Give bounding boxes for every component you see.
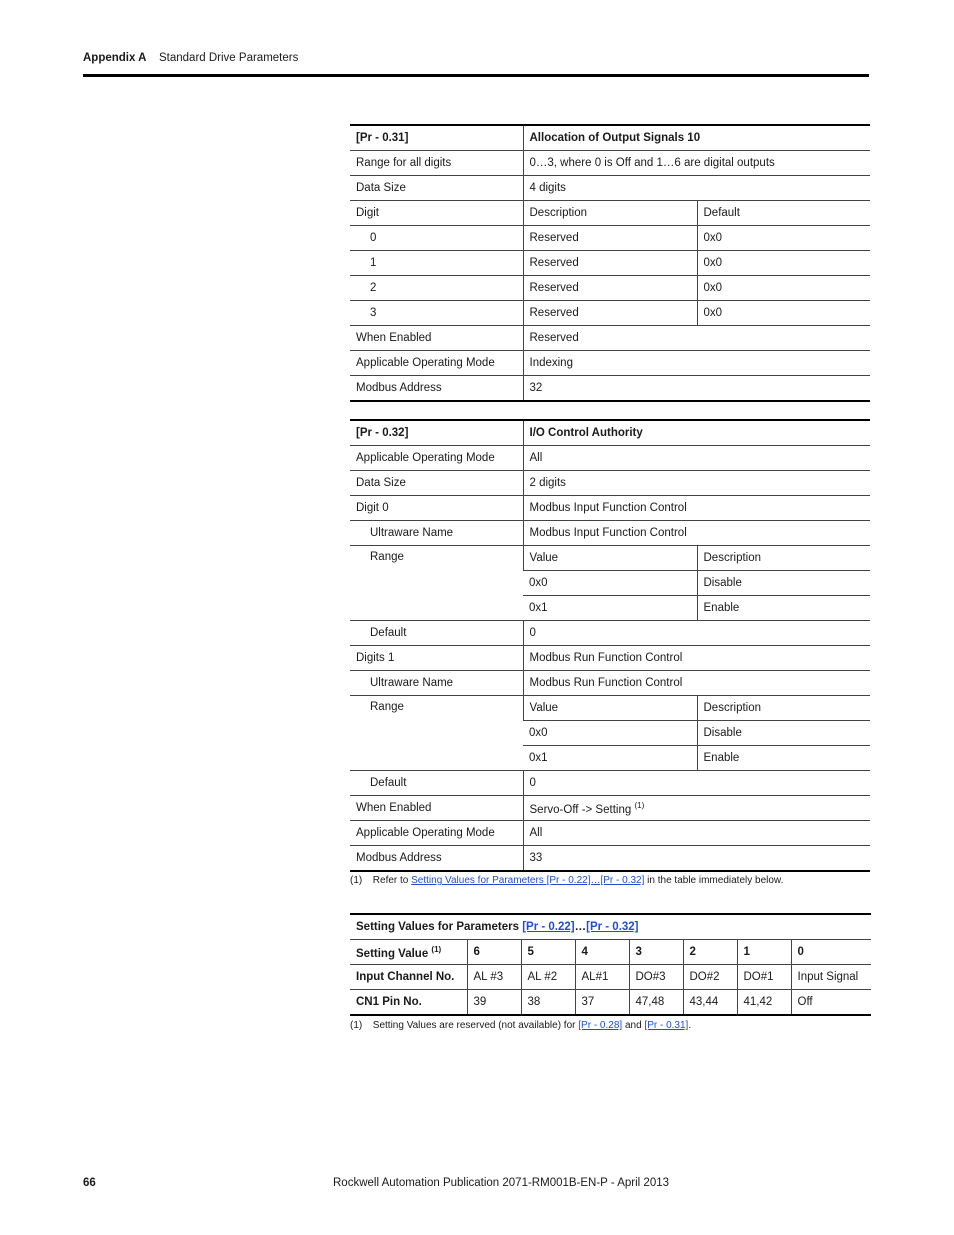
- pin-cell: 41,42: [737, 990, 791, 1016]
- row-value: Modbus Input Function Control: [523, 496, 870, 521]
- setting-cell: 5: [521, 940, 575, 965]
- table-row: [350, 251, 870, 276]
- input-cell: DO#1: [737, 965, 791, 990]
- row-label: Ultraware Name: [350, 521, 523, 546]
- param-id: [Pr - 0.31]: [350, 125, 523, 151]
- input-cell: DO#2: [683, 965, 737, 990]
- param-id: [Pr - 0.32]: [350, 420, 523, 446]
- row-label: Default: [350, 621, 523, 646]
- desc-cell: Reserved: [523, 251, 697, 276]
- footnote-text: Refer to: [372, 875, 409, 886]
- footnote-text: .: [688, 1020, 692, 1031]
- appendix-label: Appendix A: [83, 52, 147, 64]
- table-row: [350, 965, 871, 990]
- table-row: [350, 546, 870, 571]
- row-label: Data Size: [350, 176, 523, 201]
- input-cell: DO#3: [629, 965, 683, 990]
- pin-cell: 39: [467, 990, 521, 1016]
- pin-cell: 47,48: [629, 990, 683, 1016]
- row-value: 0: [523, 771, 870, 796]
- table-row: [350, 176, 870, 201]
- row-label: When Enabled: [350, 796, 523, 821]
- row-value: Modbus Run Function Control: [523, 646, 870, 671]
- col-header: Value: [523, 696, 697, 721]
- row-value: 0…3, where 0 is Off and 1…6 are digital outputs: [523, 151, 870, 176]
- setting-cell: 2: [683, 940, 737, 965]
- row-label: Digit 0: [350, 496, 523, 521]
- footnote-number: (1): [350, 1020, 363, 1031]
- setting-values-table: [350, 913, 871, 1016]
- col-header: Digit: [350, 201, 523, 226]
- table-row: [350, 990, 871, 1016]
- table-row: [350, 301, 870, 326]
- table-row: [350, 771, 870, 796]
- row-label: [350, 940, 467, 965]
- col-header: Value: [523, 546, 697, 571]
- footnote-ref: (1): [431, 944, 442, 954]
- table-row: [350, 326, 870, 351]
- setting-cell: 0: [791, 940, 871, 965]
- pr-0-22-link[interactable]: [Pr - 0.22]: [522, 921, 575, 933]
- default-cell: 0x0: [697, 251, 870, 276]
- table-row: [350, 351, 870, 376]
- row-label: Modbus Address: [350, 376, 523, 402]
- row-label: CN1 Pin No.: [350, 990, 467, 1016]
- footnote-number: (1): [350, 875, 363, 886]
- digit-cell: 0: [350, 226, 523, 251]
- table-row: [350, 446, 870, 471]
- row-label: Range: [350, 546, 523, 621]
- desc-cell: Enable: [697, 596, 870, 621]
- pin-cell: 43,44: [683, 990, 737, 1016]
- desc-cell: Reserved: [523, 276, 697, 301]
- table-row: [350, 821, 870, 846]
- row-label: Modbus Address: [350, 846, 523, 872]
- row-value: Modbus Run Function Control: [523, 671, 870, 696]
- enabled-text: Servo-Off -> Setting: [529, 803, 632, 816]
- footnote-text: in the table immediately below.: [647, 875, 784, 886]
- row-label: Data Size: [350, 471, 523, 496]
- section-title: Standard Drive Parameters: [159, 52, 299, 64]
- desc-cell: Disable: [697, 721, 870, 746]
- row-value: [523, 796, 870, 821]
- input-cell: AL#1: [575, 965, 629, 990]
- table-row: [350, 671, 870, 696]
- table-row: [350, 201, 870, 226]
- param-title: I/O Control Authority: [523, 420, 870, 446]
- value-cell: 0x0: [523, 571, 697, 596]
- table-row: [350, 846, 870, 872]
- input-cell: AL #2: [521, 965, 575, 990]
- table-row: [350, 621, 870, 646]
- row-value: 2 digits: [523, 471, 870, 496]
- header-rule: [83, 74, 869, 77]
- pr-0-28-link[interactable]: [Pr - 0.28]: [578, 1020, 623, 1031]
- table-row: [350, 151, 870, 176]
- table-row: [350, 376, 870, 402]
- col-header: Description: [697, 546, 870, 571]
- title-dots: …: [574, 921, 587, 933]
- setting-cell: 4: [575, 940, 629, 965]
- footnote-text: and: [624, 1020, 642, 1031]
- row-value: 33: [523, 846, 870, 872]
- pin-cell: Off: [791, 990, 871, 1016]
- row-value: 32: [523, 376, 870, 402]
- col-header: Description: [697, 696, 870, 721]
- table-row: [350, 914, 871, 940]
- pr-0-31-link[interactable]: [Pr - 0.31]: [644, 1020, 689, 1031]
- param-table-pr-0-31: [350, 124, 870, 402]
- pr-0-32-link[interactable]: [Pr - 0.32]: [586, 921, 639, 933]
- title-text: Setting Values for Parameters: [356, 921, 519, 933]
- input-cell: Input Signal: [791, 965, 871, 990]
- footnote-ref: (1): [634, 800, 645, 810]
- default-cell: 0x0: [697, 301, 870, 326]
- row-value: 4 digits: [523, 176, 870, 201]
- desc-cell: Disable: [697, 571, 870, 596]
- param-title: Allocation of Output Signals 10: [523, 125, 870, 151]
- row-label: Range for all digits: [350, 151, 523, 176]
- row-label: Ultraware Name: [350, 671, 523, 696]
- footnote-2: [350, 1020, 691, 1031]
- table-row: [350, 940, 871, 965]
- table-row: [350, 496, 870, 521]
- input-cell: AL #3: [467, 965, 521, 990]
- default-cell: 0x0: [697, 226, 870, 251]
- table-row: [350, 471, 870, 496]
- row-value: Reserved: [523, 326, 870, 351]
- publication-info: Rockwell Automation Publication 2071-RM001B-EN-P - April 2013: [333, 1177, 670, 1189]
- col-header: Default: [697, 201, 870, 226]
- table-title: [350, 914, 871, 940]
- row-label: Default: [350, 771, 523, 796]
- row-label: Range: [350, 696, 523, 771]
- row-label: Input Channel No.: [350, 965, 467, 990]
- row-value: Modbus Input Function Control: [523, 521, 870, 546]
- digit-cell: 3: [350, 301, 523, 326]
- row-label: Applicable Operating Mode: [350, 351, 523, 376]
- desc-cell: Enable: [697, 746, 870, 771]
- digit-cell: 2: [350, 276, 523, 301]
- value-cell: 0x1: [523, 596, 697, 621]
- table-row: [350, 125, 870, 151]
- setting-cell: 6: [467, 940, 521, 965]
- page-number: 66: [83, 1177, 96, 1189]
- table-row: [350, 226, 870, 251]
- row-label: Applicable Operating Mode: [350, 821, 523, 846]
- setting-cell: 1: [737, 940, 791, 965]
- row-value: All: [523, 821, 870, 846]
- footnote-text: Setting Values are reserved (not available) for: [372, 1020, 576, 1031]
- desc-cell: Reserved: [523, 301, 697, 326]
- digit-cell: 1: [350, 251, 523, 276]
- pin-cell: 37: [575, 990, 629, 1016]
- row-value: 0: [523, 621, 870, 646]
- pin-cell: 38: [521, 990, 575, 1016]
- table-row: [350, 646, 870, 671]
- table-row: [350, 521, 870, 546]
- col-header: Description: [523, 201, 697, 226]
- table-row: [350, 420, 870, 446]
- param-table-pr-0-32: [350, 419, 870, 872]
- desc-cell: Reserved: [523, 226, 697, 251]
- table-row: [350, 796, 870, 821]
- row-label: When Enabled: [350, 326, 523, 351]
- table-row: [350, 276, 870, 301]
- setting-label: Setting Value: [356, 947, 429, 960]
- value-cell: 0x1: [523, 746, 697, 771]
- table-row: [350, 696, 870, 721]
- row-value: All: [523, 446, 870, 471]
- footnote-1: [350, 875, 783, 886]
- default-cell: 0x0: [697, 276, 870, 301]
- setting-cell: 3: [629, 940, 683, 965]
- row-label: Digits 1: [350, 646, 523, 671]
- row-label: Applicable Operating Mode: [350, 446, 523, 471]
- value-cell: 0x0: [523, 721, 697, 746]
- setting-values-link[interactable]: Setting Values for Parameters [Pr - 0.22]…[Pr - 0.32]: [411, 875, 645, 886]
- row-value: Indexing: [523, 351, 870, 376]
- page-header: [83, 52, 299, 64]
